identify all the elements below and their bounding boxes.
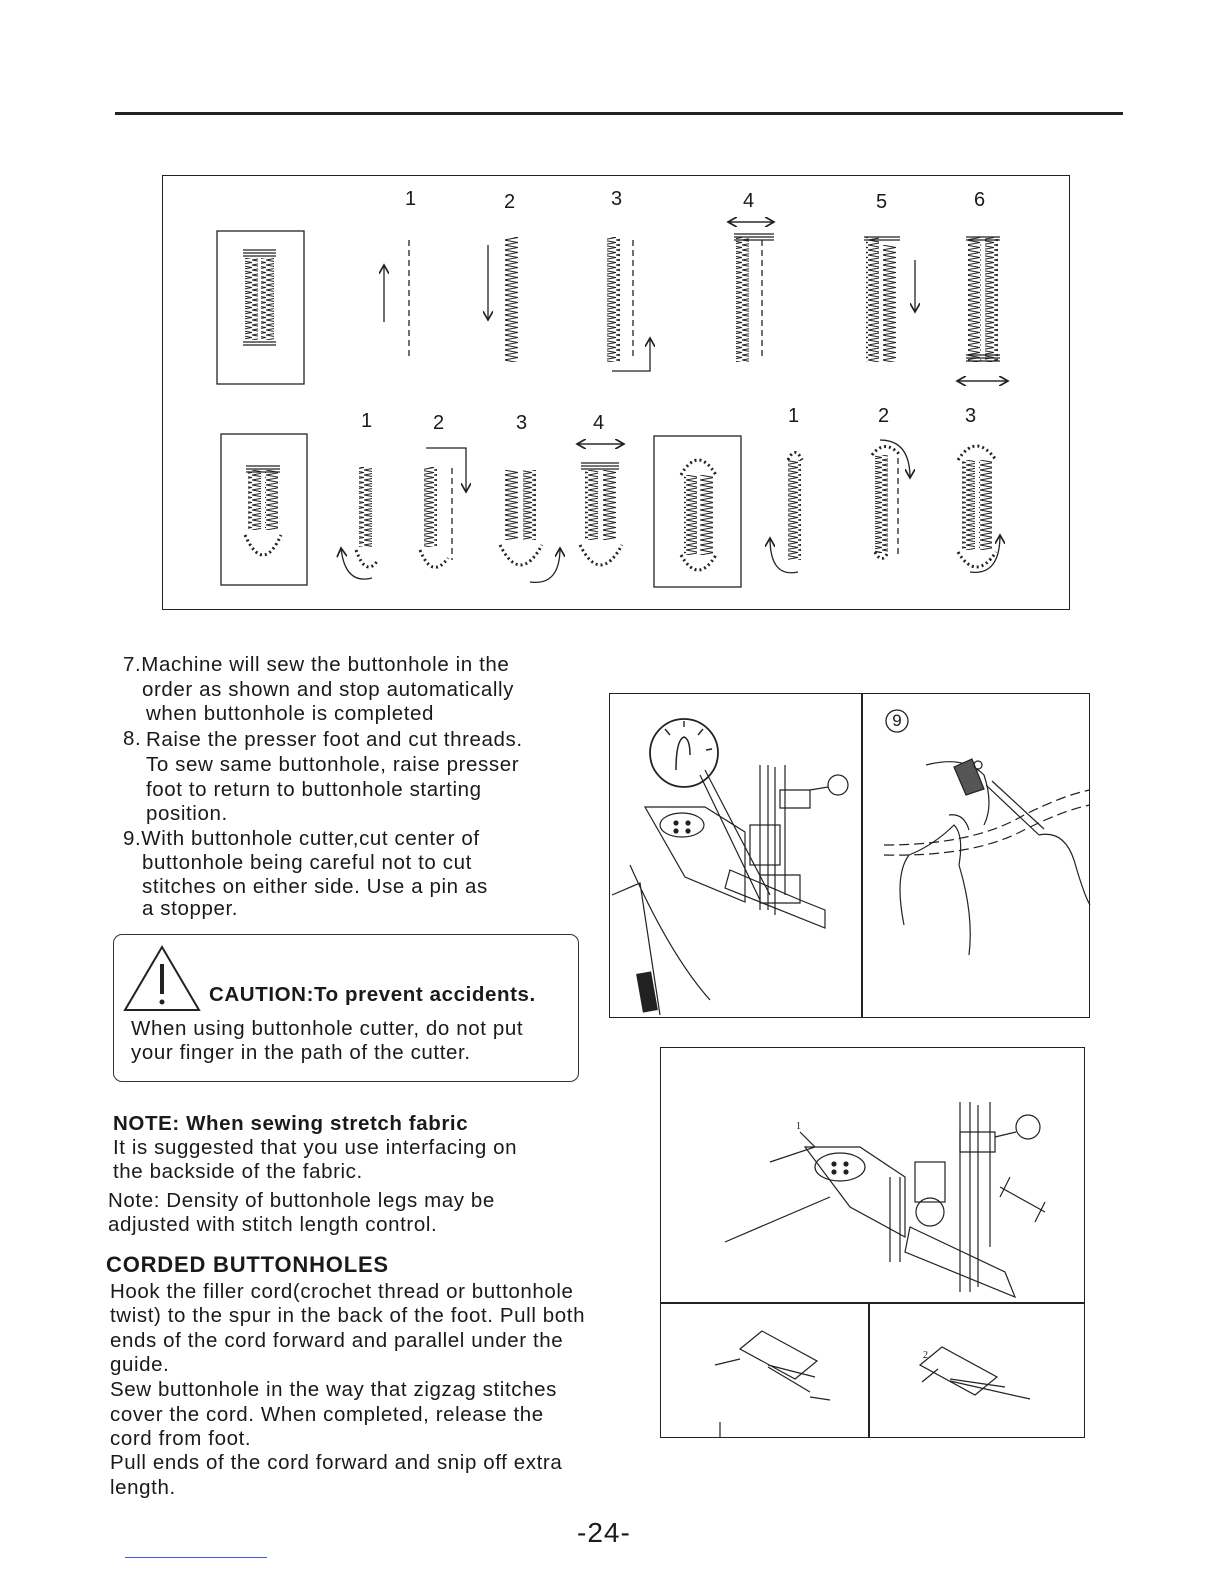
seq-a-step-6-label: 6 [974,189,986,211]
seq-b-step-3-label: 3 [516,412,528,434]
step8-line-1: Raise the presser foot and cut threads. [146,728,523,751]
step9-line-2: buttonhole being careful not to cut [142,851,472,874]
corded-line-3: ends of the cord forward and parallel under the [110,1329,564,1352]
seq-a-step-5-label: 5 [876,191,888,213]
caution-line-2: your finger in the path of the cutter. [131,1041,471,1064]
seq-b-step-1-label: 1 [361,410,373,432]
buttonhole-sequence-drawing [0,0,1224,640]
seq-a-step-1-label: 1 [405,188,417,210]
step8-line-2: To sew same buttonhole, raise presser [146,753,520,776]
corded-label-2: 2 [923,1350,928,1361]
note-line-2: the backside of the fabric. [113,1160,363,1183]
photo-step-label: 9 [892,711,902,730]
step8-number: 8. [123,727,142,750]
note-line-1: It is suggested that you use interfacing on [113,1136,518,1159]
seq-c-step-2-label: 2 [878,405,890,427]
cutter-hand-drawing [864,695,1090,1015]
footer-link-underline [125,1557,267,1558]
step7-line-1: 7.Machine will sew the buttonhole in the [123,653,510,676]
seq-c-step-1-label: 1 [788,405,800,427]
corded-line-4: guide. [110,1353,170,1376]
seq-a-step-2-label: 2 [504,191,516,213]
seq-a-sample-frame [217,231,304,384]
seq-a-step-4-label: 4 [743,190,755,212]
corded-line-1: Hook the filler cord(crochet thread or buttonhole [110,1280,574,1303]
seq-a-step-3-label: 3 [611,188,623,210]
density-note-line-2: adjusted with stitch length control. [108,1213,438,1236]
step7-line-2: order as shown and stop automatically [142,678,515,701]
step8-line-3: foot to return to buttonhole starting [146,778,482,801]
seq-b-sample-frame [221,434,307,585]
page-number: -24- [577,1517,631,1548]
presser-foot-drawing [610,695,860,1015]
caution-title: CAUTION:To prevent accidents. [209,983,536,1006]
corded-label-1: 1 [796,1121,801,1132]
seq-b-step-4-label: 4 [593,412,605,434]
corded-line-8: Pull ends of the cord forward and snip off extra [110,1451,563,1474]
corded-title: CORDED BUTTONHOLES [106,1252,389,1277]
corded-line-9: length. [110,1476,176,1499]
step9-line-4: a stopper. [142,897,239,920]
note-title: NOTE: When sewing stretch fabric [113,1112,469,1135]
caution-line-1: When using buttonhole cutter, do not put [131,1017,524,1040]
step9-line-3: stitches on either side. Use a pin as [142,875,488,898]
seq-b-step-2-label: 2 [433,412,445,434]
density-note-line-1: Note: Density of buttonhole legs may be [108,1189,495,1212]
corded-line-5: Sew buttonhole in the way that zigzag stitches [110,1378,557,1401]
cutter-figure-divider [861,693,863,1018]
step7-line-3: when buttonhole is completed [146,702,435,725]
seq-c-step-3-label: 3 [965,405,977,427]
corded-foot-drawing [660,1047,1085,1437]
corded-line-6: cover the cord. When completed, release the [110,1403,544,1426]
corded-line-7: cord from foot. [110,1427,252,1450]
step9-line-1: 9.With buttonhole cutter,cut center of [123,827,480,850]
corded-line-2: twist) to the spur in the back of the foot. Pull both [110,1304,586,1327]
step8-line-4: position. [146,802,228,825]
warning-triangle-icon [122,944,202,1014]
seq-c-sample-frame [654,436,741,587]
